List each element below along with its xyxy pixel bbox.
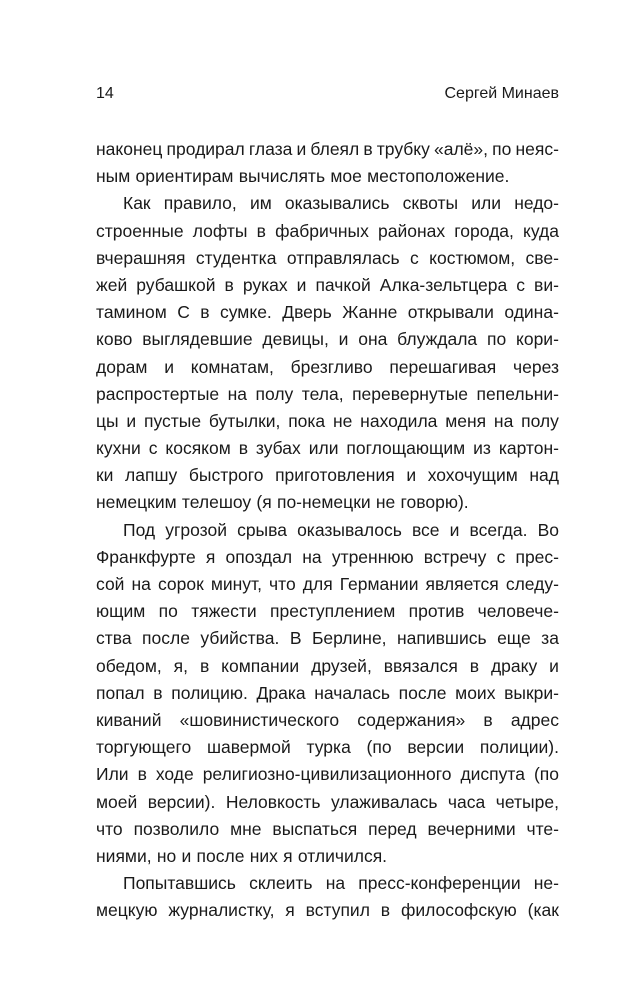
page-number: 14 xyxy=(96,85,114,102)
text-line: Попытавшись склеить на пресс-конференции не- xyxy=(123,873,559,894)
text-line: обедом, я, в компании друзей, ввязался в драку и xyxy=(96,655,559,676)
running-header xyxy=(96,82,559,106)
text-line: Под угрозой срыва оказывалось все и всегда. Во xyxy=(123,519,559,540)
text-line: строенные лофты в фабричных районах города, куда xyxy=(96,220,559,241)
text-line: ным ориентирам вычислять мое местоположение. xyxy=(96,166,510,187)
text-line: распростертые на полу тела, перевернутые пепельни- xyxy=(96,383,559,404)
text-line: цы и пустые бутылки, пока не находила меня на полу xyxy=(96,410,559,431)
text-line: немецким телешоу (я по-немецки не говорю). xyxy=(96,492,469,513)
body-text xyxy=(96,136,559,924)
text-line: дорам и комнатам, брезгливо перешагивая через xyxy=(96,356,559,377)
text-line: наконец продирал глаза и блеял в трубку «алё», по неяс- xyxy=(96,139,559,159)
text-line: торгующего шавермой турка (по версии полиции). xyxy=(96,737,559,758)
text-line: вчерашняя студентка отправлялась с костюмом, све- xyxy=(96,247,559,268)
text-line: ково выглядевшие девицы, и она блуждала по кори- xyxy=(96,329,559,350)
text-line: жей рубашкой в руках и пачкой Алка-зельтцера с ви- xyxy=(96,274,559,295)
text-line: Франкфурте я опоздал на утреннюю встречу с прес- xyxy=(96,546,559,567)
text-line: ки лапшу быстрого приготовления и хохочущим над xyxy=(96,465,559,486)
text-line: сой на сорок минут, что для Германии является следу- xyxy=(96,574,559,594)
text-line: тамином С в сумке. Дверь Жанне открывали одина- xyxy=(96,302,559,323)
text-line: ниями, но и после них я отличился. xyxy=(96,845,388,866)
text-line: Как правило, им оказывались сквоты или недо- xyxy=(123,193,559,214)
text-line: киваний «шовинистического содержания» в адрес xyxy=(96,709,559,730)
text-line: Или в ходе религиозно-цивилизационного диспута (по xyxy=(96,764,559,785)
text-line: ства после убийства. В Берлине, напившись еще за xyxy=(96,628,559,649)
text-line: мецкую журналистку, я вступил в философскую (как xyxy=(96,900,559,921)
running-head-author: Сергей Минаев xyxy=(444,85,559,102)
text-line: ющим по тяжести преступлением против человече- xyxy=(96,601,559,622)
text-line: кухни с косяком в зубах или поглощающим из картон- xyxy=(96,438,559,459)
text-line: моей версии). Неловкость улаживалась часа четыре, xyxy=(96,791,559,812)
text-line: что позволило мне выспаться перед вечерними чте- xyxy=(96,818,559,839)
text-line: попал в полицию. Драка началась после моих выкри- xyxy=(96,682,559,703)
